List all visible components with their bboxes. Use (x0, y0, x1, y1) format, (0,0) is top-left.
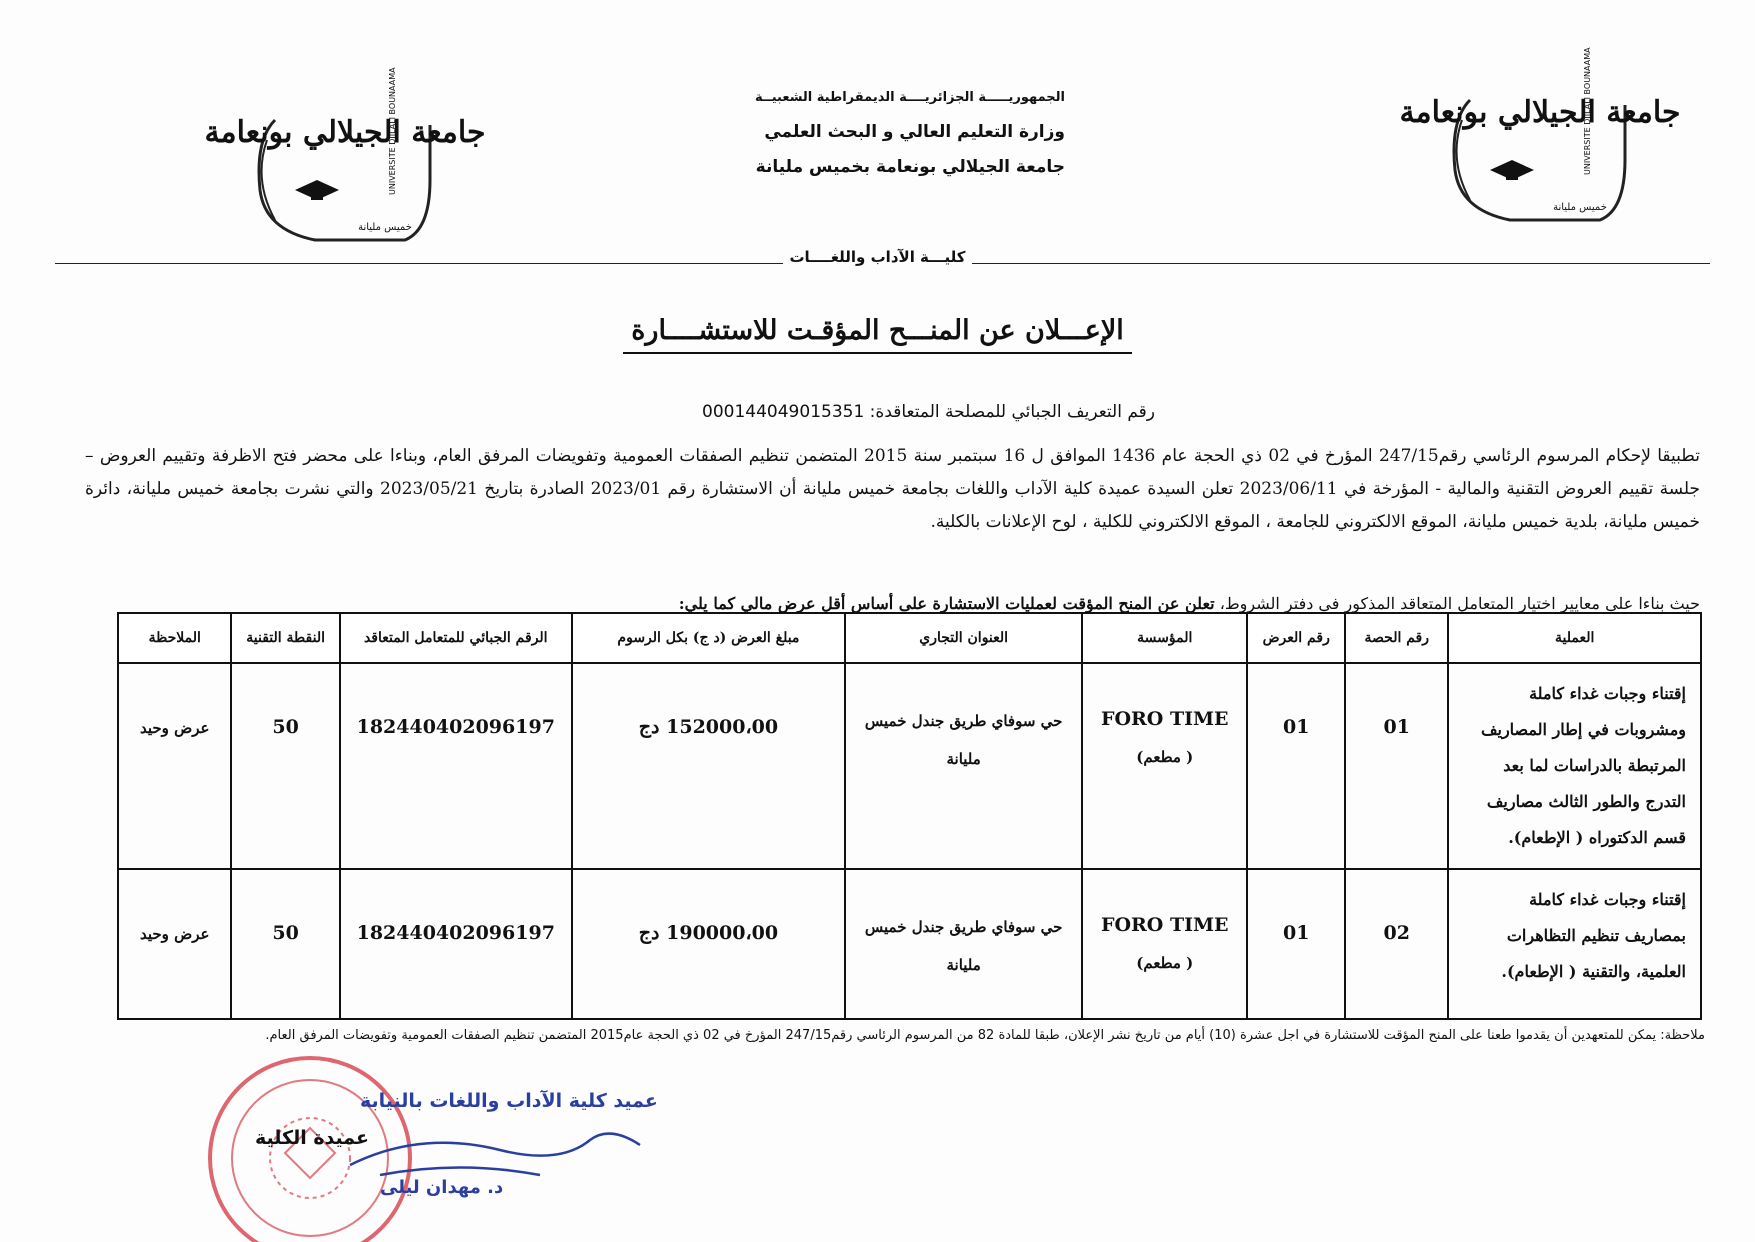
cell-tax-number: 182440402096197 (340, 663, 572, 869)
page-title: الإعـــلان عن المنـــح المؤقـت للاستشــــارة (0, 315, 1755, 346)
announcement-paragraph: تطبيقا لإحكام المرسوم الرئاسي رقم247/15 المؤرخ في 02 ذي الحجة عام 1436 الموافق ل 16 سبتمبر سنة 2015 المتضمن تنظيم الصفقات العمومية وتفويضات المرفق العام، وبناءا على محضر فتح الاظرفة وتقييم العروض – جلسة تقييم العروض التقنية والمالية - المؤرخة في 2023/06/11 تعلن السيدة عميدة كلية الآداب واللغات بجامعة خميس مليانة أن الاستشارة رقم 2023/01 الصادرة بتاريخ 2023/05/21 والتي نشرت بجامعة خميس مليانة، دائرة خميس مليانة، بلدية خميس مليانة، الموقع الالكتروني للجامعة ، الموقع الالكتروني للكلية ، لوح الإعلانات بالكلية. (85, 446, 1701, 532)
cell-offer-number: 01 (1247, 663, 1345, 869)
cell-address: حي سوفاي طريق جندل خميس مليانة (845, 663, 1082, 869)
header-block (705, 80, 1065, 185)
cell-company (1082, 869, 1247, 1019)
cell-company (1082, 663, 1247, 869)
cell-amount: 190000،00 دج (572, 869, 845, 1019)
svg-text:خميس مليانة: خميس مليانة (1553, 202, 1607, 213)
cell-lot-number: 01 (1345, 663, 1448, 869)
company-name: FORO TIME (1100, 914, 1229, 936)
dean-label: عميدة الكلية (255, 1127, 370, 1149)
cell-operation: إقتناء وجبات غداء كاملة ومشروبات في إطار المصاريف المرتبطة بالدراسات لما بعد التدرج والطور الثالث مصاريف قسم الدكتوراه ( الإطعام). (1448, 663, 1701, 869)
award-statement-plain: حيث بناءا على معايير اختيار المتعامل المتعاقد المذكور في دفتر الشروط، (1214, 594, 1700, 613)
svg-text:جامعة الجيلالي بونعامة: جامعة الجيلالي بونعامة (1399, 95, 1681, 130)
company-name: FORO TIME (1100, 708, 1229, 730)
col-operation: العملية (1448, 613, 1701, 663)
university-logo-icon (204, 67, 486, 250)
cell-technical-score: 50 (231, 869, 339, 1019)
award-statement-bold: تعلن عن المنح المؤقت لعمليات الاستشارة على أساس أقل عرض مالي كما يلي: (678, 594, 1215, 613)
faculty-name: كليـــة الآداب واللغــــات (0, 248, 1755, 266)
company-type: ( مطعم) (1136, 954, 1194, 972)
cell-offer-number: 01 (1247, 869, 1345, 1019)
cell-remarks: عرض وحيد (118, 663, 231, 869)
col-lot-number: رقم الحصة (1345, 613, 1448, 663)
cell-address: حي سوفاي طريق جندل خميس مليانة (845, 869, 1082, 1019)
cell-remarks: عرض وحيد (118, 869, 231, 1019)
table-row (118, 869, 1701, 1019)
remark-note: ملاحظة: يمكن للمتعهدين أن يقدموا طعنا على المنح المؤقت للاستشارة في اجل عشرة (10) أيام من تاريخ نشر الإعلان، طبقا للمادة 82 من المرسوم الرئاسي رقم247/15 المؤرخ في 02 ذي الحجة عام2015 المتضمن تنظيم الصفقات العمومية وتفويضات المرفق العام. (265, 1028, 1705, 1043)
col-remarks: الملاحظة (118, 613, 231, 663)
cell-tax-number: 182440402096197 (340, 869, 572, 1019)
svg-text:UNIVERSITE DJILALI BOUNAAMA: UNIVERSITE DJILALI BOUNAAMA (388, 67, 397, 195)
col-technical-score: النقطة التقنية (231, 613, 339, 663)
col-amount: مبلغ العرض (د ج) بكل الرسوم (572, 613, 845, 663)
cell-technical-score: 50 (231, 663, 339, 869)
republic-name: الجمهوريـــــة الجزائريــــة الديمقراطية الشعبيــة (754, 90, 1065, 105)
ministry-name: وزارة التعليم العالي و البحث العلمي (764, 122, 1065, 142)
cell-amount: 152000،00 دج (572, 663, 845, 869)
col-tax-number: الرقم الجبائي للمتعامل المتعاقد (340, 613, 572, 663)
col-offer-number: رقم العرض (1247, 613, 1345, 663)
award-table (117, 612, 1702, 1020)
signature-name: د. مهدان ليلى (380, 1177, 504, 1198)
svg-text:جامعة الجيلالي بونعامة: جامعة الجيلالي بونعامة (204, 115, 486, 150)
university-logo-right (1399, 47, 1681, 230)
company-type: ( مطعم) (1136, 748, 1194, 766)
university-logo-left (204, 67, 486, 250)
table-header-row (118, 613, 1701, 663)
table-row (118, 663, 1701, 869)
signature-title: عميد كلية الآداب واللغات بالنيابة (360, 1090, 658, 1112)
award-statement (85, 594, 1700, 613)
cell-operation: إقتناء وجبات غداء كاملة بمصاريف تنظيم التظاهرات العلمية، والتقنية ( الإطعام). (1448, 869, 1701, 1019)
col-address: العنوان التجاري (845, 613, 1082, 663)
svg-text:خميس مليانة: خميس مليانة (358, 222, 412, 233)
university-logo-icon (1399, 47, 1681, 230)
cell-lot-number: 02 (1345, 869, 1448, 1019)
col-company: المؤسسة (1082, 613, 1247, 663)
university-name: جامعة الجيلالي بونعامة بخميس مليانة (755, 157, 1065, 177)
tax-id-line: رقم التعريف الجبائي للمصلحة المتعاقدة: 000144049015351 (702, 402, 1155, 422)
svg-text:UNIVERSITE DJILALI BOUNAAMA: UNIVERSITE DJILALI BOUNAAMA (1583, 47, 1592, 175)
